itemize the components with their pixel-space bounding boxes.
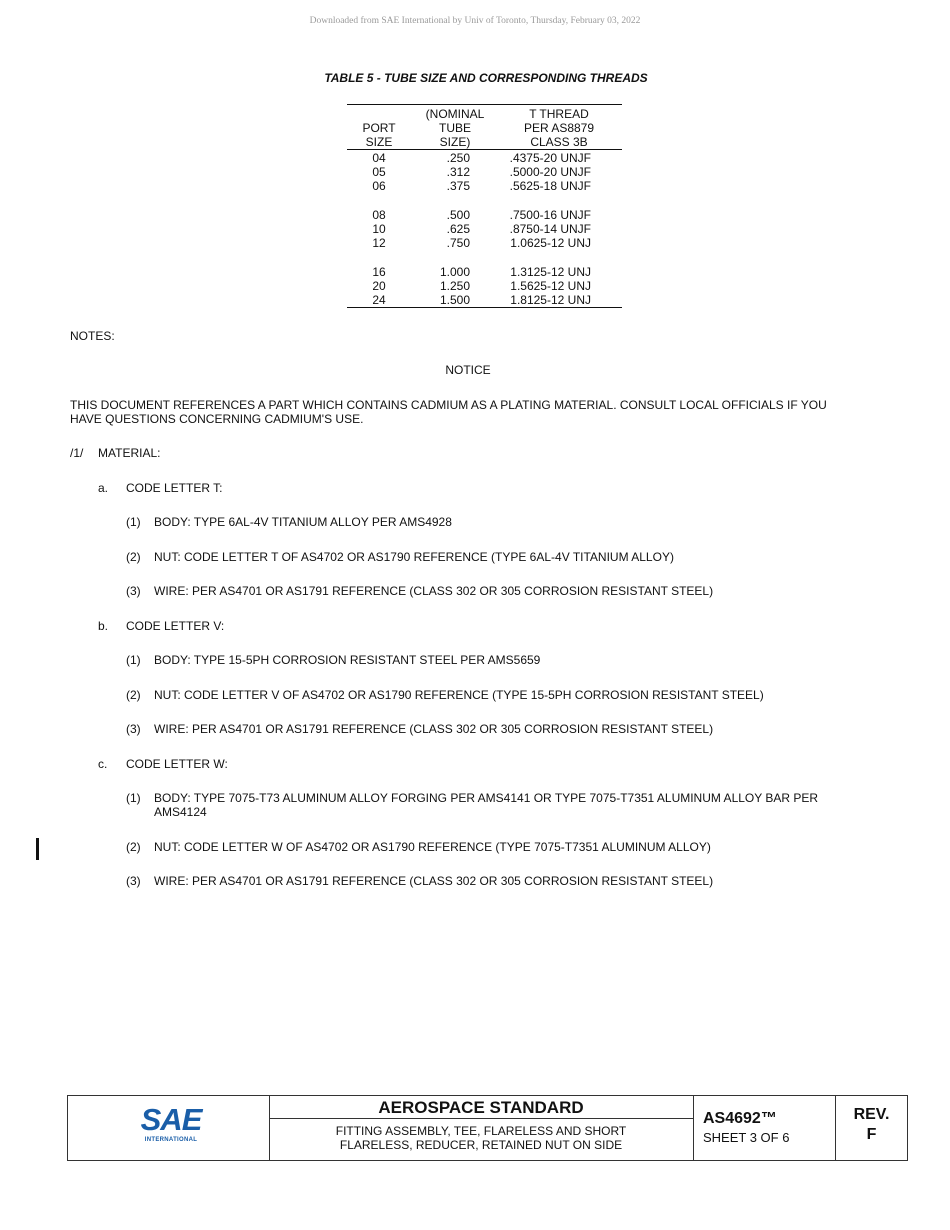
sheet-number: SHEET 3 OF 6: [703, 1130, 790, 1145]
header-thread-3: CLASS 3B: [530, 135, 588, 149]
code-letter-title: CODE LETTER W:: [126, 757, 228, 771]
header-tube-3: SIZE): [439, 135, 471, 149]
doc-number: AS4692™: [703, 1110, 777, 1127]
cell-tube: 1.250: [439, 279, 470, 293]
cell-tube: 1.000: [439, 265, 470, 279]
cell-tube: .750: [446, 236, 470, 250]
header-port-2: SIZE: [365, 135, 393, 149]
cell-tube: .625: [446, 222, 470, 236]
cell-thread: .7500-16 UNJF: [509, 208, 591, 222]
sae-logo-mark: SAE: [140, 1102, 202, 1137]
cell-port: 16: [372, 265, 386, 279]
standard-title-cell: [269, 1096, 694, 1160]
download-watermark: Downloaded from SAE International by Univ of Toronto, Thursday, February 03, 2022: [309, 16, 641, 26]
cell-tube: .500: [446, 208, 470, 222]
table-header-rule: [347, 149, 622, 150]
sae-logo: [136, 1104, 206, 1144]
item-number: (3): [126, 584, 141, 598]
revision-label: REV.: [853, 1106, 890, 1123]
header-tube-2: TUBE: [438, 121, 471, 135]
cell-thread: 1.8125-12 UNJ: [510, 293, 591, 307]
cell-thread: .4375-20 UNJF: [509, 151, 591, 165]
cell-thread: .5625-18 UNJF: [509, 179, 591, 193]
standard-type: AEROSPACE STANDARD: [378, 1098, 584, 1117]
cell-thread: 1.0625-12 UNJ: [510, 236, 591, 250]
header-tube-1: (NOMINAL: [425, 107, 485, 121]
cell-port: 08: [372, 208, 386, 222]
item-number: (3): [126, 722, 141, 736]
cell-port: 24: [372, 293, 386, 307]
item-number: (2): [126, 840, 141, 854]
notice-text-line-1: THIS DOCUMENT REFERENCES A PART WHICH CONTAINS CADMIUM AS A PLATING MATERIAL. CONSULT LOCAL OFFICIALS IF YOU: [70, 398, 827, 412]
cell-thread: .8750-14 UNJF: [509, 222, 591, 236]
item-text: WIRE: PER AS4701 OR AS1791 REFERENCE (CLASS 302 OR 305 CORROSION RESISTANT STEEL): [154, 584, 714, 598]
cell-port: 12: [372, 236, 386, 250]
revision-change-bar: [36, 838, 39, 860]
item-text: WIRE: PER AS4701 OR AS1791 REFERENCE (CLASS 302 OR 305 CORROSION RESISTANT STEEL): [154, 874, 714, 888]
title-block: [67, 1095, 908, 1161]
item-text: NUT: CODE LETTER V OF AS4702 OR AS1790 REFERENCE (TYPE 15-5PH CORROSION RESISTANT STEEL): [154, 688, 764, 702]
item-number: (3): [126, 874, 141, 888]
notice-title: NOTICE: [445, 363, 491, 377]
logo-cell: [68, 1096, 270, 1160]
cell-port: 05: [372, 165, 386, 179]
revision-value: F: [866, 1126, 877, 1143]
item-text: BODY: TYPE 7075-T73 ALUMINUM ALLOY FORGING PER AMS4141 OR TYPE 7075-T7351 ALUMINUM ALLOY BAR PER: [154, 791, 819, 805]
cell-thread: .5000-20 UNJF: [509, 165, 591, 179]
item-text: WIRE: PER AS4701 OR AS1791 REFERENCE (CLASS 302 OR 305 CORROSION RESISTANT STEEL): [154, 722, 714, 736]
cell-tube: .250: [446, 151, 470, 165]
title-divider: [269, 1118, 693, 1119]
code-letter-index: b.: [98, 619, 109, 633]
cell-port: 10: [372, 222, 386, 236]
code-letter-index: a.: [98, 481, 109, 495]
table-top-rule: [347, 104, 622, 105]
description-line-2: FLARELESS, REDUCER, RETAINED NUT ON SIDE: [339, 1138, 623, 1152]
cell-port: 06: [372, 179, 386, 193]
table-title: TABLE 5 - TUBE SIZE AND CORRESPONDING THREADS: [324, 71, 648, 85]
cell-port: 20: [372, 279, 386, 293]
item-text: NUT: CODE LETTER W OF AS4702 OR AS1790 REFERENCE (TYPE 7075-T7351 ALUMINUM ALLOY): [154, 840, 711, 854]
item-text: NUT: CODE LETTER T OF AS4702 OR AS1790 REFERENCE (TYPE 6AL-4V TITANIUM ALLOY): [154, 550, 674, 564]
item-number: (2): [126, 550, 141, 564]
cell-thread: 1.5625-12 UNJ: [510, 279, 591, 293]
header-thread-1: T THREAD: [529, 107, 589, 121]
doc-number-cell: [694, 1096, 836, 1160]
description-line-1: FITTING ASSEMBLY, TEE, FLARELESS AND SHORT: [335, 1124, 627, 1138]
item-number: (1): [126, 515, 141, 529]
notice-text-line-2: HAVE QUESTIONS CONCERNING CADMIUM'S USE.: [70, 412, 364, 426]
code-letter-title: CODE LETTER T:: [126, 481, 223, 495]
item-text: BODY: TYPE 15-5PH CORROSION RESISTANT STEEL PER AMS5659: [154, 653, 541, 667]
code-letter-index: c.: [98, 757, 108, 771]
code-letter-title: CODE LETTER V:: [126, 619, 225, 633]
revision-cell: [836, 1096, 907, 1160]
cell-tube: .375: [446, 179, 470, 193]
item-number: (1): [126, 791, 141, 805]
cell-tube: .312: [446, 165, 470, 179]
material-label: MATERIAL:: [98, 446, 161, 460]
cell-thread: 1.3125-12 UNJ: [510, 265, 591, 279]
sae-logo-subtext: INTERNATIONAL: [144, 1137, 198, 1143]
item-number: (1): [126, 653, 141, 667]
cell-port: 04: [372, 151, 386, 165]
notes-label: NOTES:: [70, 329, 115, 343]
item-number: (2): [126, 688, 141, 702]
header-thread-2: PER AS8879: [523, 121, 595, 135]
table-bottom-rule: [347, 307, 622, 308]
item-text-continuation: AMS4124: [154, 805, 207, 819]
item-text: BODY: TYPE 6AL-4V TITANIUM ALLOY PER AMS4928: [154, 515, 452, 529]
cell-tube: 1.500: [439, 293, 470, 307]
header-port-1: PORT: [362, 121, 396, 135]
material-number: /1/: [70, 446, 84, 460]
